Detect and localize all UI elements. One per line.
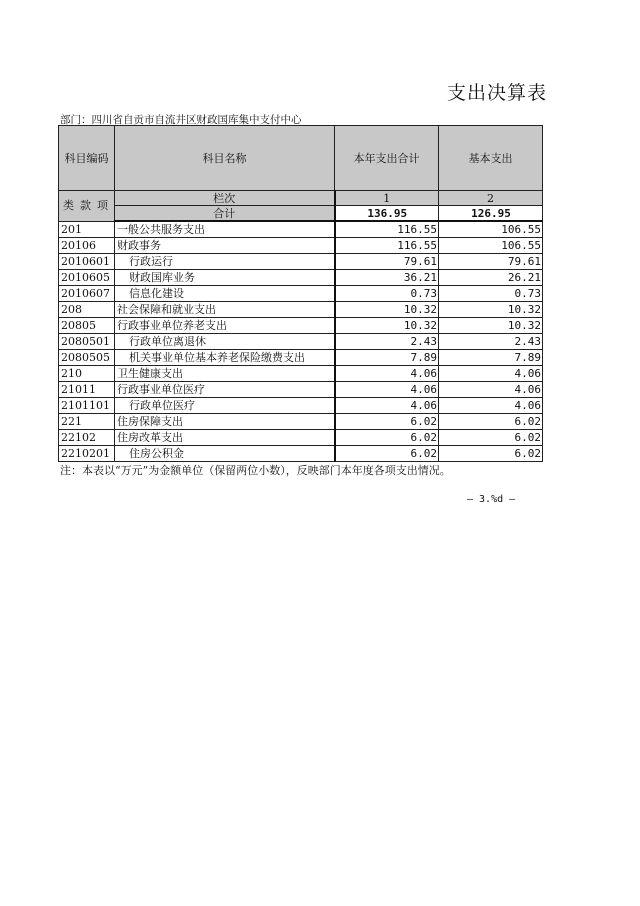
subject-code-cell: 22102: [59, 430, 115, 446]
total-basic-value: 126.95: [439, 206, 543, 222]
table-row: [59, 334, 543, 350]
total-expense-cell: 0.73: [335, 286, 439, 302]
total-expense-cell: 10.32: [335, 302, 439, 318]
subject-name-cell: 卫生健康支出: [115, 366, 335, 382]
basic-expense-cell: 4.06: [439, 366, 543, 382]
subject-code-cell: 20106: [59, 238, 115, 254]
column-number-2: 2: [439, 191, 543, 206]
subject-name-cell: 住房改革支出: [115, 430, 335, 446]
subject-code-cell: 2010601: [59, 254, 115, 270]
table-row: [59, 238, 543, 254]
expense-table: [58, 125, 543, 462]
subject-name-cell: 财政国库业务: [115, 270, 335, 286]
total-expense-cell: 4.06: [335, 366, 439, 382]
basic-expense-cell: 26.21: [439, 270, 543, 286]
page-title: 支出决算表: [447, 82, 548, 104]
subject-code-cell: 208: [59, 302, 115, 318]
total-expense-cell: 2.43: [335, 334, 439, 350]
subject-name-cell: 机关事业单位基本养老保险缴费支出: [115, 350, 335, 366]
table-row: [59, 366, 543, 382]
table-header-row: [59, 126, 543, 191]
subject-name-cell: 行政事业单位医疗: [115, 382, 335, 398]
total-expense-cell: 4.06: [335, 398, 439, 414]
table-row: [59, 318, 543, 334]
header-subject-name: 科目名称: [115, 126, 335, 191]
table-body: [59, 126, 543, 462]
basic-expense-cell: 0.73: [439, 286, 543, 302]
subject-name-cell: 行政单位医疗: [115, 398, 335, 414]
subject-name-cell: 住房公积金: [115, 446, 335, 462]
subject-code-cell: 2010607: [59, 286, 115, 302]
basic-expense-cell: 10.32: [439, 302, 543, 318]
subject-code-cell: 2010605: [59, 270, 115, 286]
total-expense-cell: 7.89: [335, 350, 439, 366]
basic-expense-cell: 106.55: [439, 221, 543, 238]
table-row: [59, 430, 543, 446]
subject-code-cell: 221: [59, 414, 115, 430]
total-label: 合计: [115, 206, 335, 222]
table-row: [59, 286, 543, 302]
total-expense-cell: 10.32: [335, 318, 439, 334]
table-row: [59, 350, 543, 366]
subject-name-cell: 信息化建设: [115, 286, 335, 302]
table-row: [59, 446, 543, 462]
subject-name-cell: 行政事业单位养老支出: [115, 318, 335, 334]
total-expense-cell: 4.06: [335, 382, 439, 398]
table-row: [59, 398, 543, 414]
basic-expense-cell: 79.61: [439, 254, 543, 270]
basic-expense-cell: 6.02: [439, 430, 543, 446]
table-row: [59, 221, 543, 238]
kind-labels: 类款项: [59, 191, 115, 222]
page-number: — 3.%d —: [467, 494, 516, 505]
subject-name-cell: 行政运行: [115, 254, 335, 270]
subject-code-cell: 2101101: [59, 398, 115, 414]
table-row: [59, 270, 543, 286]
department-label: 部门：四川省自贡市自流井区财政国库集中支付中心: [60, 114, 302, 126]
header-basic-expense: 基本支出: [439, 126, 543, 191]
subject-name-cell: 行政单位离退休: [115, 334, 335, 350]
subject-code-cell: 201: [59, 221, 115, 238]
table-row: [59, 254, 543, 270]
basic-expense-cell: 2.43: [439, 334, 543, 350]
subject-code-cell: 2080501: [59, 334, 115, 350]
subject-code-cell: 2210201: [59, 446, 115, 462]
header-subject-code: 科目编码: [59, 126, 115, 191]
basic-expense-cell: 4.06: [439, 398, 543, 414]
table-row: [59, 414, 543, 430]
subject-name-cell: 社会保障和就业支出: [115, 302, 335, 318]
subject-name-cell: 一般公共服务支出: [115, 221, 335, 238]
total-row: [59, 206, 543, 222]
total-expense-cell: 79.61: [335, 254, 439, 270]
subject-code-cell: 21011: [59, 382, 115, 398]
total-expense-cell: 6.02: [335, 430, 439, 446]
total-expense-cell: 116.55: [335, 221, 439, 238]
column-number-1: 1: [335, 191, 439, 206]
basic-expense-cell: 6.02: [439, 414, 543, 430]
subject-code-cell: 210: [59, 366, 115, 382]
subject-name-cell: 财政事务: [115, 238, 335, 254]
total-expense-cell: 36.21: [335, 270, 439, 286]
table-row: [59, 382, 543, 398]
header-total-expense: 本年支出合计: [335, 126, 439, 191]
total-expense-cell: 6.02: [335, 414, 439, 430]
column-order-label: 栏次: [115, 191, 335, 206]
table-row: [59, 302, 543, 318]
basic-expense-cell: 106.55: [439, 238, 543, 254]
basic-expense-cell: 4.06: [439, 382, 543, 398]
subject-name-cell: 住房保障支出: [115, 414, 335, 430]
subject-code-cell: 20805: [59, 318, 115, 334]
total-expense-value: 136.95: [335, 206, 439, 222]
column-order-row: [59, 191, 543, 206]
footnote: 注：本表以“万元”为金额单位（保留两位小数），反映部门本年度各项支出情况。: [60, 464, 451, 477]
total-expense-cell: 6.02: [335, 446, 439, 462]
subject-code-cell: 2080505: [59, 350, 115, 366]
basic-expense-cell: 7.89: [439, 350, 543, 366]
total-expense-cell: 116.55: [335, 238, 439, 254]
basic-expense-cell: 10.32: [439, 318, 543, 334]
basic-expense-cell: 6.02: [439, 446, 543, 462]
